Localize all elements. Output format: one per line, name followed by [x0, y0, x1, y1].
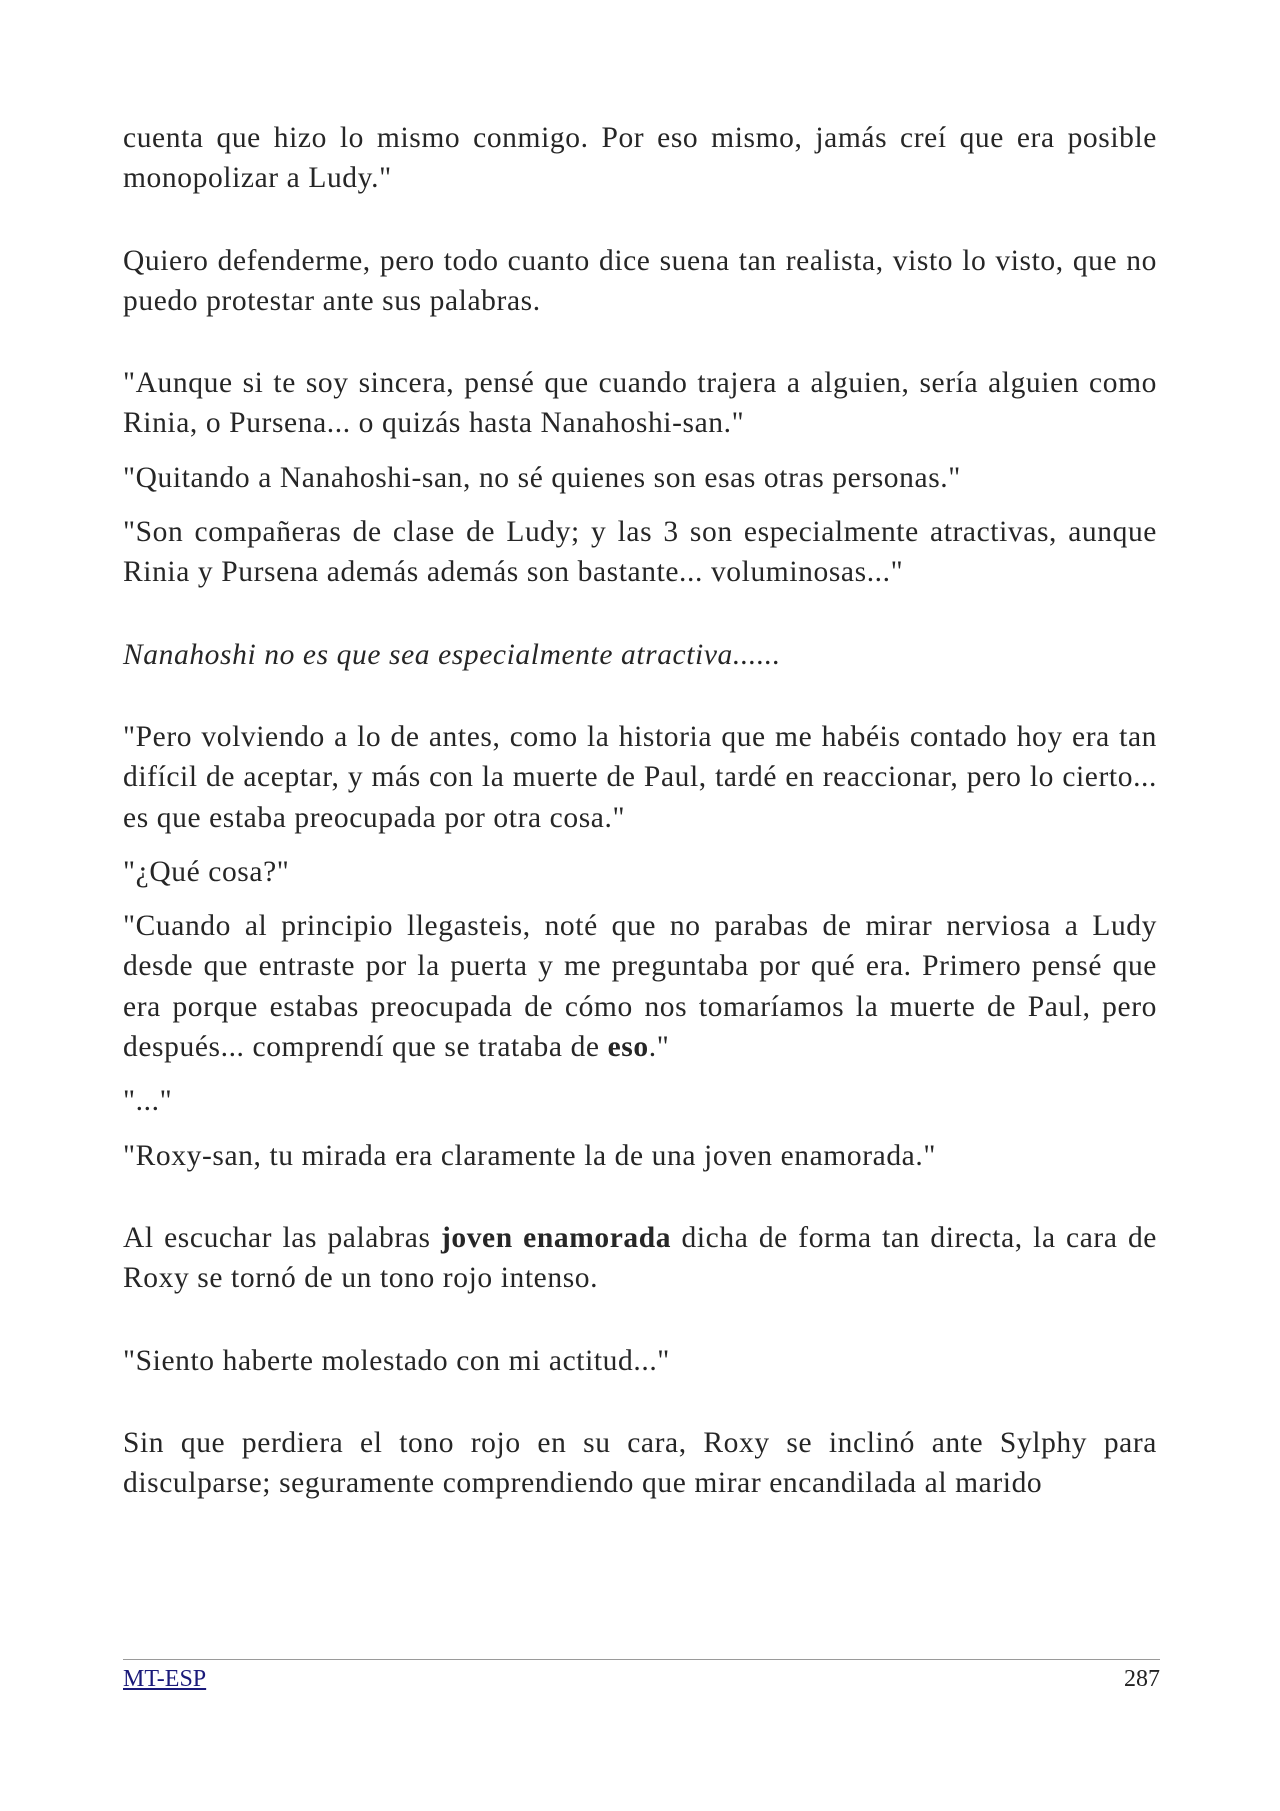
italic-thought: Nanahoshi no es que sea especialmente atractiva...... — [123, 638, 781, 671]
bold-emphasis: joven enamorada — [440, 1221, 672, 1254]
paragraph-text: dicha de forma tan directa, la cara de Roxy se tornó de un tono rojo intenso. — [123, 1221, 1157, 1295]
paragraph: "Son compañeras de clase de Ludy; y las 3 son especialmente atractivas, aunque Rinia y Pursena además además son bastante... voluminosas..." — [123, 516, 1157, 589]
paragraph: Quiero defenderme, pero todo cuanto dice suena tan realista, visto lo visto, que no puedo protestar ante sus palabras. — [123, 244, 1157, 317]
paragraph-text: Al escuchar las palabras — [123, 1221, 441, 1254]
paragraph: "Pero volviendo a lo de antes, como la historia que me habéis contado hoy era tan difícil de aceptar, y más con la muerte de Paul, tardé en reaccionar, pero lo cierto... es que estaba preocupada por otra cosa." — [123, 720, 1157, 834]
paragraph: "Aunque si te soy sincera, pensé que cuando trajera a alguien, sería alguien como Rinia, o Pursena... o quizás hasta Nanahoshi-san." — [123, 367, 1157, 440]
paragraph-text: "Cuando al principio llegasteis, noté que no parabas de mirar nerviosa a Ludy desde que entraste por la puerta y me preguntaba por qué era. Primero pensé que era porque estabas preocupada de cómo nos tomaríamos la muerte de Paul, pero después... comprendí que se trataba de — [123, 910, 1157, 1064]
paragraph: "Roxy-san, tu mirada era claramente la de una joven enamorada." — [123, 1139, 936, 1172]
footer-source-link[interactable]: MT-ESP — [123, 1666, 207, 1692]
paragraph-text: ." — [648, 1031, 670, 1064]
page-footer — [123, 1659, 1160, 1692]
body-text — [123, 118, 1157, 1503]
paragraph — [123, 1218, 1157, 1299]
paragraph: Sin que perdiera el tono rojo en su cara, Roxy se inclinó ante Sylphy para disculparse; seguramente comprendiendo que mirar encandilada al marido — [123, 1426, 1157, 1500]
paragraph: "Quitando a Nanahoshi-san, no sé quienes son esas otras personas." — [123, 461, 961, 494]
page-number: 287 — [1124, 1666, 1160, 1692]
paragraph: cuenta que hizo lo mismo conmigo. Por eso mismo, jamás creí que era posible monopolizar a Ludy." — [123, 122, 1157, 195]
paragraph: "Siento haberte molestado con mi actitud..." — [123, 1344, 670, 1377]
paragraph: "¿Qué cosa?" — [123, 855, 290, 888]
paragraph — [123, 906, 1157, 1067]
paragraph: "..." — [123, 1085, 173, 1118]
bold-emphasis: eso — [607, 1031, 649, 1064]
